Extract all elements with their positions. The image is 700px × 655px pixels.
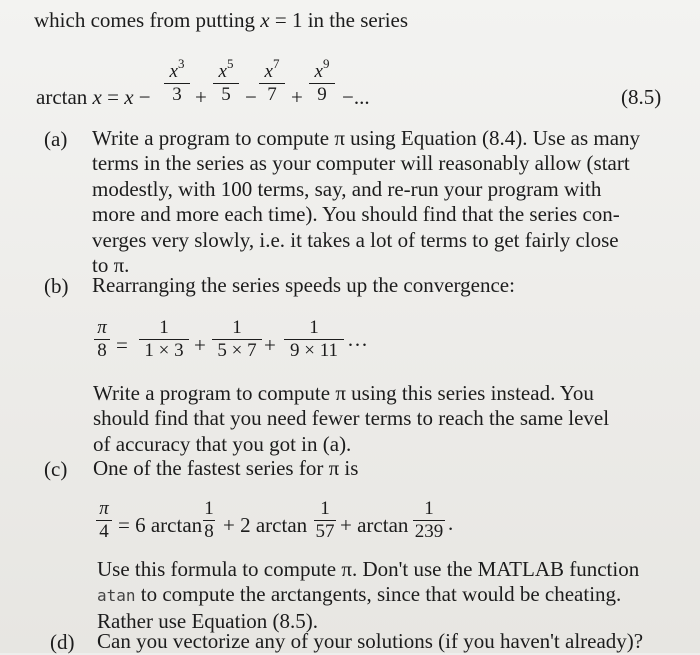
frac-1-57: 1 57 xyxy=(315,498,335,542)
item-b-label: (b) xyxy=(44,274,69,298)
frac-1-239: 1 239 xyxy=(414,498,444,542)
item-c-label: (c) xyxy=(44,457,68,481)
frac-1-1x3: 1 1 × 3 xyxy=(138,317,190,362)
item-c-line: Rather use Equation (8.5). xyxy=(97,608,319,633)
item-b-line: Write a program to compute π using this series instead. You xyxy=(93,381,594,405)
item-c-intro: One of the fastest series for π is xyxy=(93,456,359,480)
frac-pi-4: π 4 xyxy=(95,498,113,543)
frac-x7-7: $x^7$ 7 xyxy=(258,61,286,106)
item-d-label: (d) xyxy=(50,630,75,654)
item-b-text xyxy=(93,381,609,457)
item-b-intro: Rearranging the series speeds up the convergence: xyxy=(92,273,515,297)
item-a-line: terms in the series as your computer will reasonably allow (start xyxy=(92,151,630,176)
period: . xyxy=(448,511,454,535)
arctan-var: x xyxy=(92,85,102,109)
plus-b2: + xyxy=(264,333,276,357)
item-a-line: modestly, with 100 terms, say, and re-run your program with xyxy=(92,176,602,201)
frac-x3-3: $x^3$ 3 xyxy=(163,61,191,106)
series-tail: −... xyxy=(342,85,370,109)
code-atan: atan xyxy=(97,586,136,606)
intro-eq: = 1 xyxy=(274,8,303,32)
item-a-line: to π. xyxy=(92,253,130,278)
item-c-line: Use this formula to compute π. Don't use the MATLAB function xyxy=(97,557,640,581)
series-tail-b: ··· xyxy=(347,333,368,357)
equation-number: (8.5) xyxy=(621,85,662,109)
item-c-line xyxy=(97,582,639,608)
item-a-line: verges very slowly, i.e. it takes a lot of terms to get fairly close xyxy=(92,227,619,252)
intro-line xyxy=(34,7,408,33)
item-c-text xyxy=(97,557,639,634)
intro-var: x xyxy=(260,8,270,32)
minus-1: − xyxy=(138,85,151,109)
frac-1-9x11: 1 9 × 11 xyxy=(283,317,345,362)
frac-pi-8: π 8 xyxy=(93,317,111,362)
term-6-arctan: = 6 arctan xyxy=(118,513,203,537)
plus-2: + xyxy=(291,85,303,109)
item-a-line: Write a program to compute π using Equation (8.4). Use as many xyxy=(92,126,641,150)
frac-x5-5: $x^5$ 5 xyxy=(212,61,240,106)
arctan-label: arctan xyxy=(36,85,88,109)
term-2-arctan: + 2 arctan xyxy=(223,513,308,537)
eq-sign: = xyxy=(107,85,119,109)
item-a-line: more and more each time). You should find that the series con- xyxy=(92,202,620,227)
x-term: x xyxy=(124,85,134,109)
item-c-line-rest: to compute the arctangents, since that would be cheating. xyxy=(140,582,622,607)
intro-post: in the series xyxy=(307,8,409,32)
item-b-line: of accuracy that you got in (a). xyxy=(93,431,352,456)
plus-1: + xyxy=(195,85,207,109)
frac-1-5x7: 1 5 × 7 xyxy=(211,317,263,362)
frac-x9-9: $x^9$ 9 xyxy=(308,61,336,106)
minus-2: − xyxy=(245,85,257,109)
term-arctan: + arctan xyxy=(340,513,409,537)
eq-sign-b: = xyxy=(116,333,128,357)
item-a-label: (a) xyxy=(44,127,68,151)
item-a-text xyxy=(92,126,640,278)
item-d-text: Can you vectorize any of your solutions (if you haven't already)? xyxy=(97,629,644,653)
item-b-line: should find that you need fewer terms to reach the same level xyxy=(93,406,610,431)
intro-pre: which comes from putting xyxy=(34,8,256,32)
frac-1-8: 1 8 xyxy=(204,498,214,542)
plus-b1: + xyxy=(194,333,206,357)
